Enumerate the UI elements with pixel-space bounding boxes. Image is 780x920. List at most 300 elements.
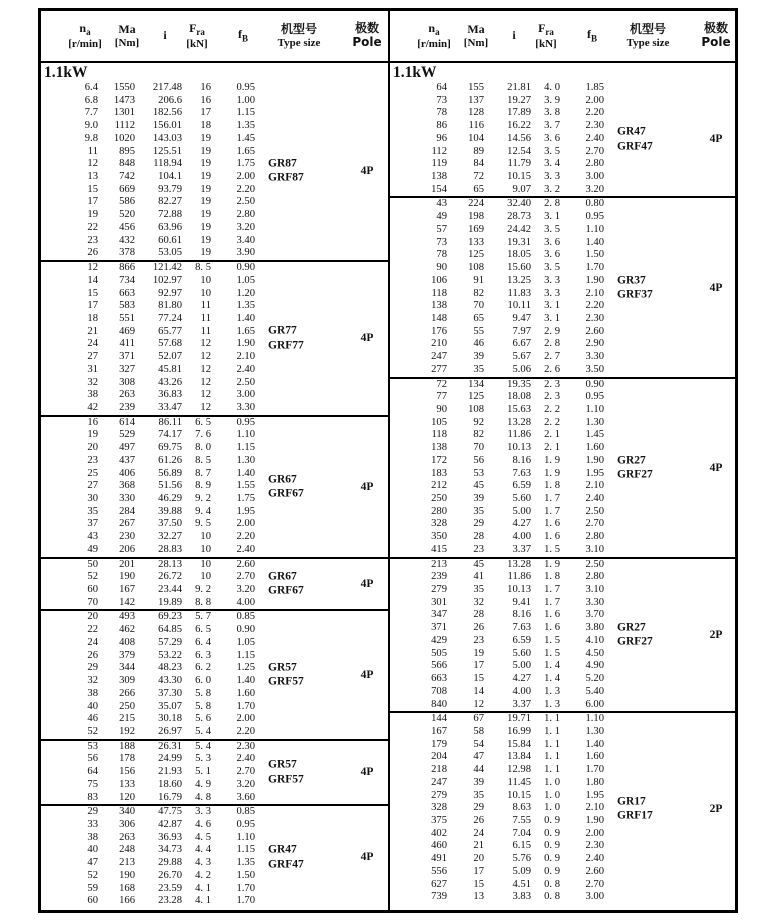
cell-ratio: 24.99	[158, 753, 182, 765]
cell-speed: 148	[431, 312, 447, 324]
cell-service-factor: 4.00	[236, 596, 255, 608]
cell-service-factor: 1.05	[236, 274, 255, 286]
table-row	[390, 158, 735, 171]
cell-torque: 58	[473, 725, 484, 737]
cell-radial-force: 6. 4	[195, 636, 211, 648]
cell-service-factor: 2.80	[236, 209, 255, 221]
table-row	[41, 158, 388, 171]
cell-ratio: 11.45	[507, 776, 531, 788]
cell-radial-force: 0. 8	[544, 891, 560, 903]
cell-service-factor: 1.15	[236, 442, 255, 454]
cell-service-factor: 3.10	[585, 543, 604, 555]
cell-ratio: 64.85	[158, 624, 182, 636]
cell-ratio: 10.11	[507, 300, 531, 312]
cell-radial-force: 5. 4	[195, 740, 211, 752]
cell-speed: 52	[87, 869, 98, 881]
col-header-pole: 极数 Pole	[352, 21, 382, 49]
cell-service-factor: 1.55	[236, 480, 255, 492]
cell-ratio: 43.30	[158, 675, 182, 687]
cell-radial-force: 9. 2	[195, 493, 211, 504]
cell-speed: 56	[87, 753, 98, 765]
cell-ratio: 53.05	[158, 247, 182, 259]
cell-torque: 47	[473, 751, 484, 763]
table-row	[41, 262, 388, 275]
table-row	[41, 597, 388, 610]
cell-radial-force: 10	[200, 274, 211, 286]
cell-ratio: 26.31	[158, 740, 182, 752]
cell-torque: 306	[119, 818, 135, 830]
cell-radial-force: 2. 2	[544, 416, 560, 428]
cell-speed: 218	[431, 764, 447, 776]
cell-ratio: 4.51	[512, 878, 531, 890]
cell-radial-force: 19	[200, 247, 211, 259]
cell-ratio: 5.67	[512, 351, 531, 363]
cell-ratio: 12.54	[507, 145, 531, 157]
cell-torque: 520	[119, 209, 135, 221]
cell-ratio: 10.15	[507, 789, 531, 801]
cell-service-factor: 3.10	[585, 584, 604, 596]
cell-radial-force: 1. 0	[544, 776, 560, 788]
cell-torque: 24	[473, 827, 484, 839]
table-row	[390, 493, 735, 506]
cell-service-factor: 2.00	[585, 827, 604, 839]
cell-ratio: 6.15	[512, 840, 531, 852]
table-row	[390, 224, 735, 237]
table-row	[41, 584, 388, 597]
table-row	[390, 275, 735, 288]
cell-speed: 35	[87, 505, 98, 517]
cell-radial-force: 3. 8	[544, 107, 560, 119]
cell-service-factor: 2.30	[585, 120, 604, 132]
table-row	[41, 857, 388, 870]
cell-speed: 64	[87, 766, 98, 778]
cell-service-factor: 3.20	[236, 584, 255, 596]
cell-radial-force: 8. 7	[195, 467, 211, 479]
table-row	[390, 686, 735, 699]
cell-radial-force: 19	[200, 209, 211, 221]
cell-ratio: 21.81	[507, 82, 531, 93]
cell-ratio: 45.81	[158, 363, 182, 375]
cell-ratio: 36.83	[158, 389, 182, 401]
cell-ratio: 6.67	[512, 338, 531, 350]
left-table-header	[41, 11, 388, 63]
cell-ratio: 8.16	[512, 609, 531, 621]
cell-torque: 1473	[113, 94, 135, 106]
cell-radial-force: 5. 6	[195, 713, 211, 725]
cell-ratio: 19.71	[507, 713, 531, 725]
cell-torque: 23	[473, 634, 484, 646]
cell-ratio: 6.59	[512, 480, 531, 492]
cell-speed: 11	[87, 145, 98, 157]
cell-torque: 188	[119, 740, 135, 752]
cell-service-factor: 6.00	[585, 698, 604, 710]
cell-radial-force: 1. 8	[544, 571, 560, 583]
table-row	[390, 364, 735, 377]
cell-radial-force: 3. 4	[544, 158, 560, 170]
cell-ratio: 4.27	[512, 673, 531, 685]
cell-radial-force: 1. 6	[544, 609, 560, 621]
table-row	[41, 455, 388, 468]
cell-torque: 39	[473, 351, 484, 363]
cell-speed: 280	[431, 505, 447, 517]
cell-torque: 104	[468, 132, 484, 144]
cell-service-factor: 1.45	[236, 132, 255, 144]
cell-torque: 742	[119, 171, 135, 183]
cell-service-factor: 0.85	[236, 806, 255, 818]
cell-service-factor: 1.90	[585, 274, 604, 286]
cell-radial-force: 3. 2	[544, 183, 560, 195]
table-row	[390, 531, 735, 544]
table-row	[41, 870, 388, 883]
cell-service-factor: 2.00	[236, 713, 255, 725]
cell-radial-force: 16	[200, 94, 211, 106]
cell-service-factor: 1.10	[236, 831, 255, 843]
cell-service-factor: 3.30	[585, 596, 604, 608]
cell-ratio: 7.97	[512, 325, 531, 337]
cell-torque: 669	[119, 183, 135, 195]
cell-speed: 328	[431, 802, 447, 814]
cell-radial-force: 1. 3	[544, 685, 560, 697]
cell-ratio: 19.35	[507, 378, 531, 390]
cell-ratio: 104.1	[158, 171, 182, 183]
cell-ratio: 92.97	[158, 287, 182, 299]
cell-torque: 21	[473, 840, 484, 852]
table-row	[41, 417, 388, 430]
cell-speed: 33	[87, 818, 98, 830]
col-header-service-factor: $f_B$	[237, 27, 249, 44]
cell-radial-force: 3. 3	[544, 287, 560, 299]
table-row	[390, 802, 735, 815]
cell-radial-force: 2. 6	[544, 363, 560, 375]
cell-radial-force: 4. 4	[195, 844, 211, 856]
cell-ratio: 86.11	[158, 416, 182, 428]
cell-torque: 54	[473, 738, 484, 750]
cell-radial-force: 1. 9	[544, 454, 560, 466]
cell-service-factor: 0.90	[236, 262, 255, 274]
cell-speed: 15	[87, 183, 98, 195]
cell-service-factor: 1.90	[236, 338, 255, 350]
cell-speed: 347	[431, 609, 447, 621]
table-row	[41, 832, 388, 845]
table-row	[390, 673, 735, 686]
gearmotor-rating-table	[38, 8, 738, 913]
cell-speed: 59	[87, 882, 98, 894]
cell-ratio: 21.93	[158, 766, 182, 778]
cell-service-factor: 1.70	[585, 764, 604, 776]
cell-ratio: 23.44	[158, 584, 182, 596]
cell-speed: 429	[431, 634, 447, 646]
cell-service-factor: 1.50	[585, 249, 604, 261]
cell-ratio: 65.77	[158, 325, 182, 337]
col-header-radial-force: $F_{ra}$ [kN]	[535, 20, 557, 50]
cell-speed: 57	[436, 223, 447, 235]
cell-speed: 204	[431, 751, 447, 763]
cell-speed: 6.8	[84, 94, 98, 106]
cell-speed: 708	[431, 685, 447, 697]
cell-ratio: 77.24	[158, 312, 182, 324]
right-half	[388, 11, 735, 910]
cell-service-factor: 1.95	[585, 789, 604, 801]
cell-service-factor: 1.90	[585, 814, 604, 826]
cell-speed: 840	[431, 698, 447, 710]
cell-radial-force: 6. 3	[195, 649, 211, 661]
cell-radial-force: 0. 9	[544, 853, 560, 865]
cell-ratio: 4.00	[512, 531, 531, 543]
table-row	[41, 753, 388, 766]
cell-service-factor: 2.30	[236, 740, 255, 752]
cell-service-factor: 1.75	[236, 493, 255, 504]
cell-torque: 32	[473, 596, 484, 608]
cell-ratio: 3.37	[512, 543, 531, 555]
pole-label: 4P	[709, 133, 723, 146]
table-row	[390, 391, 735, 404]
table-row	[390, 171, 735, 184]
cell-ratio: 4.00	[512, 685, 531, 697]
cell-speed: 277	[431, 363, 447, 375]
cell-speed: 19	[87, 429, 98, 441]
cell-torque: 134	[468, 378, 484, 390]
cell-radial-force: 3. 9	[544, 94, 560, 106]
cell-torque: 663	[119, 287, 135, 299]
cell-ratio: 81.80	[158, 300, 182, 312]
cell-ratio: 23.28	[158, 895, 182, 907]
cell-radial-force: 6. 2	[195, 662, 211, 674]
cell-radial-force: 3. 5	[544, 223, 560, 235]
cell-speed: 138	[431, 300, 447, 312]
cell-speed: 172	[431, 454, 447, 466]
cell-service-factor: 1.20	[236, 287, 255, 299]
cell-speed: 26	[87, 649, 98, 661]
cell-ratio: 143.03	[152, 132, 182, 144]
cell-torque: 128	[468, 107, 484, 119]
cell-torque: 41	[473, 571, 484, 583]
cell-torque: 45	[473, 480, 484, 492]
cell-service-factor: 2.20	[236, 183, 255, 195]
cell-service-factor: 1.70	[236, 895, 255, 907]
cell-speed: 17	[87, 196, 98, 208]
cell-radial-force: 1. 9	[544, 558, 560, 570]
cell-speed: 60	[87, 895, 98, 907]
cell-speed: 78	[436, 249, 447, 261]
power-rating-label: 1.1kW	[44, 64, 88, 81]
cell-ratio: 11.86	[507, 571, 531, 583]
table-row	[41, 883, 388, 896]
cell-speed: 279	[431, 789, 447, 801]
cell-speed: 239	[431, 571, 447, 583]
cell-torque: 378	[119, 247, 135, 259]
cell-ratio: 35.07	[158, 700, 182, 712]
cell-speed: 23	[87, 234, 98, 246]
cell-ratio: 7.04	[512, 827, 531, 839]
cell-radial-force: 4. 1	[195, 882, 211, 894]
cell-ratio: 19.27	[507, 94, 531, 106]
cell-radial-force: 10	[200, 558, 211, 570]
cell-radial-force: 3. 5	[544, 145, 560, 157]
cell-ratio: 61.26	[158, 454, 182, 466]
cell-speed: 6.4	[84, 82, 98, 93]
cell-ratio: 11.83	[507, 287, 531, 299]
table-row	[41, 133, 388, 146]
cell-ratio: 53.22	[158, 649, 182, 661]
cell-radial-force: 2. 2	[544, 403, 560, 415]
cell-service-factor: 1.35	[236, 120, 255, 132]
pole-label: 4P	[360, 851, 374, 864]
cell-radial-force: 19	[200, 158, 211, 170]
rating-block-gr67-4p	[41, 415, 388, 557]
table-row	[41, 326, 388, 339]
table-row	[41, 571, 388, 584]
cell-torque: 529	[119, 429, 135, 441]
table-row	[41, 480, 388, 493]
cell-service-factor: 2.70	[585, 518, 604, 530]
cell-ratio: 217.48	[152, 82, 182, 93]
table-row	[41, 819, 388, 832]
cell-service-factor: 1.25	[236, 662, 255, 674]
cell-torque: 411	[119, 338, 135, 350]
cell-radial-force: 8. 5	[195, 454, 211, 466]
cell-ratio: 26.72	[158, 571, 182, 583]
cell-torque: 327	[119, 363, 135, 375]
cell-ratio: 11.86	[507, 429, 531, 441]
table-row	[41, 402, 388, 415]
cell-ratio: 51.56	[158, 480, 182, 492]
cell-service-factor: 1.75	[236, 158, 255, 170]
table-row	[390, 713, 735, 726]
cell-service-factor: 2.00	[236, 518, 255, 530]
cell-radial-force: 1. 1	[544, 764, 560, 776]
col-header-torque: Ma [Nm]	[114, 21, 140, 49]
pole-label: 4P	[360, 578, 374, 591]
type-size-label: GR77 GRF77	[268, 325, 304, 352]
cell-torque: 55	[473, 325, 484, 337]
cell-ratio: 13.28	[507, 558, 531, 570]
cell-speed: 566	[431, 660, 447, 672]
cell-service-factor: 0.95	[236, 818, 255, 830]
cell-speed: 75	[87, 778, 98, 790]
table-row	[41, 741, 388, 754]
cell-service-factor: 2.80	[585, 571, 604, 583]
cell-speed: 42	[87, 401, 98, 413]
cell-service-factor: 5.40	[585, 685, 604, 697]
cell-radial-force: 1. 5	[544, 634, 560, 646]
rating-block-gr67-4p	[41, 557, 388, 610]
cell-torque: 344	[119, 662, 135, 674]
cell-service-factor: 1.60	[585, 751, 604, 763]
cell-torque: 125	[468, 391, 484, 403]
cell-radial-force: 2. 1	[544, 442, 560, 454]
cell-torque: 866	[119, 262, 135, 274]
cell-torque: 35	[473, 584, 484, 596]
cell-speed: 86	[436, 120, 447, 132]
type-size-label: GR27 GRF27	[617, 621, 653, 648]
cell-ratio: 5.76	[512, 853, 531, 865]
cell-radial-force: 1. 7	[544, 505, 560, 517]
cell-speed: 212	[431, 480, 447, 492]
cell-ratio: 102.97	[152, 274, 182, 286]
table-row	[41, 442, 388, 455]
cell-service-factor: 1.00	[236, 94, 255, 106]
table-row	[41, 506, 388, 519]
cell-service-factor: 1.90	[585, 454, 604, 466]
cell-ratio: 8.63	[512, 802, 531, 814]
cell-speed: 31	[87, 363, 98, 375]
cell-radial-force: 1. 1	[544, 713, 560, 725]
cell-torque: 308	[119, 376, 135, 388]
type-size-label: GR47 GRF47	[617, 125, 653, 153]
cell-torque: 35	[473, 363, 484, 375]
cell-service-factor: 3.90	[236, 247, 255, 259]
cell-torque: 13	[473, 891, 484, 903]
cell-radial-force: 11	[200, 300, 211, 312]
cell-speed: 40	[87, 844, 98, 856]
cell-ratio: 34.73	[158, 844, 182, 856]
cell-ratio: 32.27	[158, 531, 182, 543]
cell-torque: 39	[473, 776, 484, 788]
cell-service-factor: 1.35	[236, 857, 255, 869]
cell-service-factor: 3.40	[236, 234, 255, 246]
right-rating-blocks	[390, 82, 735, 910]
cell-service-factor: 0.85	[236, 611, 255, 623]
cell-torque: 213	[119, 857, 135, 869]
cell-radial-force: 4. 8	[195, 791, 211, 803]
table-row	[390, 107, 735, 120]
cell-service-factor: 1.70	[236, 700, 255, 712]
cell-service-factor: 2.60	[236, 558, 255, 570]
cell-service-factor: 2.70	[236, 571, 255, 583]
table-row	[390, 480, 735, 493]
cell-torque: 586	[119, 196, 135, 208]
table-row	[41, 766, 388, 779]
table-row	[390, 417, 735, 430]
cell-service-factor: 3.00	[585, 171, 604, 183]
cell-torque: 82	[473, 287, 484, 299]
cell-service-factor: 2.20	[236, 531, 255, 543]
cell-torque: 330	[119, 493, 135, 504]
cell-radial-force: 1. 7	[544, 584, 560, 596]
cell-ratio: 69.75	[158, 442, 182, 454]
cell-service-factor: 1.40	[585, 738, 604, 750]
table-row	[390, 660, 735, 673]
cell-radial-force: 3. 1	[544, 312, 560, 324]
cell-torque: 15	[473, 673, 484, 685]
cell-service-factor: 2.40	[236, 363, 255, 375]
cell-ratio: 37.30	[158, 687, 182, 699]
cell-service-factor: 2.40	[585, 132, 604, 144]
cell-torque: 239	[119, 401, 135, 413]
table-row	[41, 895, 388, 908]
left-power-section	[41, 63, 388, 82]
cell-torque: 379	[119, 649, 135, 661]
cell-torque: 497	[119, 442, 135, 454]
cell-ratio: 7.63	[512, 622, 531, 634]
cell-speed: 627	[431, 878, 447, 890]
cell-service-factor: 3.00	[236, 389, 255, 401]
cell-radial-force: 1. 7	[544, 596, 560, 608]
cell-radial-force: 1. 6	[544, 531, 560, 543]
cell-radial-force: 12	[200, 351, 211, 363]
cell-speed: 32	[87, 675, 98, 687]
cell-radial-force: 2. 9	[544, 325, 560, 337]
cell-speed: 37	[87, 518, 98, 530]
table-row	[41, 493, 388, 506]
cell-ratio: 6.59	[512, 634, 531, 646]
cell-speed: 26	[87, 247, 98, 259]
cell-radial-force: 5. 1	[195, 766, 211, 778]
cell-service-factor: 2.50	[236, 376, 255, 388]
cell-ratio: 28.83	[158, 543, 182, 555]
cell-speed: 739	[431, 891, 447, 903]
table-row	[390, 313, 735, 326]
